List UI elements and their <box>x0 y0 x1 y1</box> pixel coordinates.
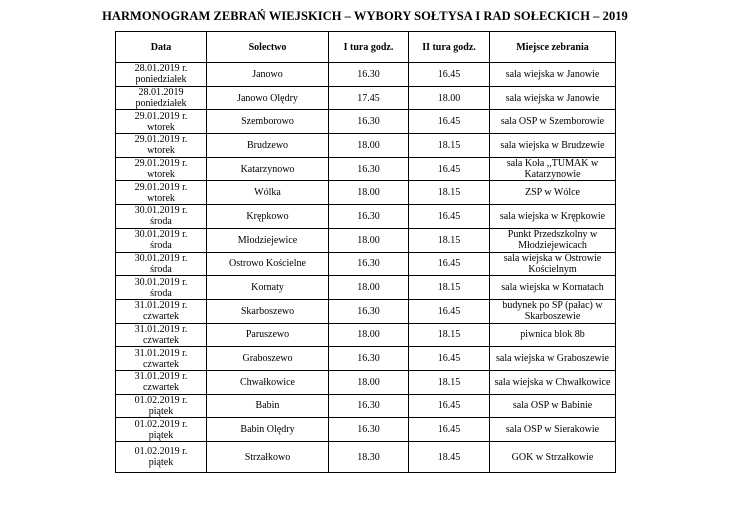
date-cell <box>116 134 207 158</box>
place-cell: sala wiejska w Janowie <box>490 86 616 110</box>
date-cell <box>116 228 207 252</box>
weekday-value: wtorek <box>147 145 175 157</box>
place-cell: GOK w Strzałkowie <box>490 442 616 473</box>
place-cell: sala OSP w Sierakowie <box>490 418 616 442</box>
meeting-schedule-table <box>115 31 616 473</box>
village-cell: Chwałkowice <box>207 370 329 394</box>
round-2-time-cell: 16.45 <box>409 394 490 418</box>
village-cell: Babin <box>207 394 329 418</box>
date-cell <box>116 394 207 418</box>
date-value: 01.02.2019 r. <box>134 418 188 430</box>
header-date: Data <box>116 32 207 63</box>
date-value: 01.02.2019 r. <box>134 446 188 457</box>
place-cell: sala wiejska w Brudzewie <box>490 134 616 158</box>
round-2-time-cell: 18.15 <box>409 370 490 394</box>
round-1-time-cell: 18.00 <box>329 134 409 158</box>
weekday-value: wtorek <box>147 192 175 204</box>
place-cell: sala Koła ,,TUMAK w Katarzynowie <box>490 157 616 181</box>
place-cell: budynek po SP (pałac) w Skarboszewie <box>490 299 616 323</box>
date-value: 30.01.2019 r. <box>134 229 188 241</box>
header-round-1: I tura godz. <box>329 32 409 63</box>
weekday-value: czwartek <box>142 358 180 370</box>
village-cell: Graboszewo <box>207 347 329 371</box>
round-1-time-cell: 16.30 <box>329 205 409 229</box>
table-row <box>116 86 616 110</box>
place-cell: sala wiejska w Kornatach <box>490 276 616 300</box>
round-1-time-cell: 16.30 <box>329 347 409 371</box>
round-1-time-cell: 18.00 <box>329 370 409 394</box>
place-cell: sala wiejska w Ostrowie Kościelnym <box>490 252 616 276</box>
date-cell <box>116 418 207 442</box>
village-cell: Paruszewo <box>207 323 329 347</box>
date-cell <box>116 181 207 205</box>
date-value: 28.01.2019 r. <box>134 63 188 75</box>
round-2-time-cell: 16.45 <box>409 205 490 229</box>
round-2-time-cell: 18.15 <box>409 276 490 300</box>
round-1-time-cell: 16.30 <box>329 394 409 418</box>
place-cell: sala wiejska w Krępkowie <box>490 205 616 229</box>
weekday-value: środa <box>150 216 172 228</box>
place-cell: sala OSP w Babinie <box>490 394 616 418</box>
date-value: 30.01.2019 r. <box>134 205 188 217</box>
round-2-time-cell: 18.15 <box>409 228 490 252</box>
weekday-value: piątek <box>148 457 174 468</box>
date-value: 30.01.2019 r. <box>134 276 188 288</box>
weekday-value: czwartek <box>142 382 180 394</box>
round-1-time-cell: 17.45 <box>329 86 409 110</box>
weekday-value: poniedziałek <box>135 74 187 86</box>
date-cell <box>116 299 207 323</box>
village-cell: Skarboszewo <box>207 299 329 323</box>
date-cell <box>116 205 207 229</box>
table-row <box>116 299 616 323</box>
village-cell: Kornaty <box>207 276 329 300</box>
round-1-time-cell: 16.30 <box>329 252 409 276</box>
header-place: Miejsce zebrania <box>490 32 616 63</box>
round-1-time-cell: 16.30 <box>329 63 409 87</box>
weekday-value: środa <box>150 287 172 299</box>
date-value: 31.01.2019 r. <box>134 323 188 335</box>
table-row <box>116 157 616 181</box>
weekday-value: środa <box>150 240 172 252</box>
village-cell: Janowo Olędry <box>207 86 329 110</box>
round-1-time-cell: 16.30 <box>329 110 409 134</box>
place-cell: Punkt Przedszkolny w Młodziejewicach <box>490 228 616 252</box>
table-row <box>116 370 616 394</box>
weekday-value: środa <box>150 263 172 275</box>
village-cell: Babin Olędry <box>207 418 329 442</box>
header-round-2: II tura godz. <box>409 32 490 63</box>
table-row <box>116 347 616 371</box>
round-1-time-cell: 16.30 <box>329 157 409 181</box>
round-2-time-cell: 18.45 <box>409 442 490 473</box>
date-value: 31.01.2019 r. <box>134 347 188 359</box>
round-2-time-cell: 18.15 <box>409 181 490 205</box>
date-cell <box>116 370 207 394</box>
village-cell: Katarzynowo <box>207 157 329 181</box>
round-2-time-cell: 18.15 <box>409 323 490 347</box>
date-value: 01.02.2019 r. <box>134 394 188 406</box>
round-2-time-cell: 16.45 <box>409 347 490 371</box>
village-cell: Krępkowo <box>207 205 329 229</box>
table-row <box>116 442 616 473</box>
date-cell <box>116 276 207 300</box>
date-value: 31.01.2019 r. <box>134 371 188 383</box>
table-row <box>116 418 616 442</box>
place-cell: piwnica blok 8b <box>490 323 616 347</box>
table-row <box>116 228 616 252</box>
village-cell: Szemborowo <box>207 110 329 134</box>
date-value: 29.01.2019 r. <box>134 181 188 193</box>
date-cell <box>116 442 207 473</box>
table-header-row <box>116 32 616 63</box>
weekday-value: wtorek <box>147 169 175 181</box>
place-cell: ZSP w Wólce <box>490 181 616 205</box>
village-cell: Wólka <box>207 181 329 205</box>
table-row <box>116 63 616 87</box>
round-2-time-cell: 16.45 <box>409 110 490 134</box>
round-2-time-cell: 16.45 <box>409 252 490 276</box>
table-row <box>116 181 616 205</box>
place-cell: sala wiejska w Janowie <box>490 63 616 87</box>
table-row <box>116 394 616 418</box>
place-cell: sala OSP w Szemborowie <box>490 110 616 134</box>
round-1-time-cell: 18.30 <box>329 442 409 473</box>
date-cell <box>116 63 207 87</box>
table-row <box>116 205 616 229</box>
date-cell <box>116 157 207 181</box>
round-2-time-cell: 16.45 <box>409 157 490 181</box>
weekday-value: wtorek <box>147 121 175 133</box>
round-1-time-cell: 16.30 <box>329 418 409 442</box>
date-cell <box>116 252 207 276</box>
weekday-value: czwartek <box>142 334 180 346</box>
round-2-time-cell: 16.45 <box>409 299 490 323</box>
date-value: 30.01.2019 r. <box>134 252 188 264</box>
date-cell <box>116 323 207 347</box>
round-2-time-cell: 18.15 <box>409 134 490 158</box>
weekday-value: czwartek <box>142 311 180 323</box>
village-cell: Strzałkowo <box>207 442 329 473</box>
place-cell: sala wiejska w Chwałkowice <box>490 370 616 394</box>
date-value: 31.01.2019 r. <box>134 300 188 312</box>
place-cell: sala wiejska w Graboszewie <box>490 347 616 371</box>
date-value: 29.01.2019 r. <box>134 110 188 122</box>
round-1-time-cell: 18.00 <box>329 228 409 252</box>
weekday-value: piątek <box>148 429 174 441</box>
date-value: 28.01.2019 <box>138 87 184 99</box>
village-cell: Brudzewo <box>207 134 329 158</box>
weekday-value: poniedziałek <box>135 98 187 110</box>
village-cell: Młodziejewice <box>207 228 329 252</box>
weekday-value: piątek <box>148 405 174 417</box>
table-row <box>116 134 616 158</box>
document-title: HARMONOGRAM ZEBRAŃ WIEJSKICH – WYBORY SOŁTYSA I RAD SOŁECKICH – 2019 <box>102 9 628 23</box>
round-2-time-cell: 18.00 <box>409 86 490 110</box>
village-cell: Ostrowo Kościelne <box>207 252 329 276</box>
table-row <box>116 323 616 347</box>
round-1-time-cell: 16.30 <box>329 299 409 323</box>
date-cell <box>116 86 207 110</box>
village-cell: Janowo <box>207 63 329 87</box>
round-1-time-cell: 18.00 <box>329 181 409 205</box>
header-village: Solectwo <box>207 32 329 63</box>
round-1-time-cell: 18.00 <box>329 276 409 300</box>
table-row <box>116 110 616 134</box>
date-value: 29.01.2019 r. <box>134 158 188 170</box>
round-2-time-cell: 16.45 <box>409 63 490 87</box>
table-row <box>116 252 616 276</box>
table-row <box>116 276 616 300</box>
date-cell <box>116 347 207 371</box>
date-value: 29.01.2019 r. <box>134 134 188 146</box>
round-2-time-cell: 16.45 <box>409 418 490 442</box>
date-cell <box>116 110 207 134</box>
round-1-time-cell: 18.00 <box>329 323 409 347</box>
